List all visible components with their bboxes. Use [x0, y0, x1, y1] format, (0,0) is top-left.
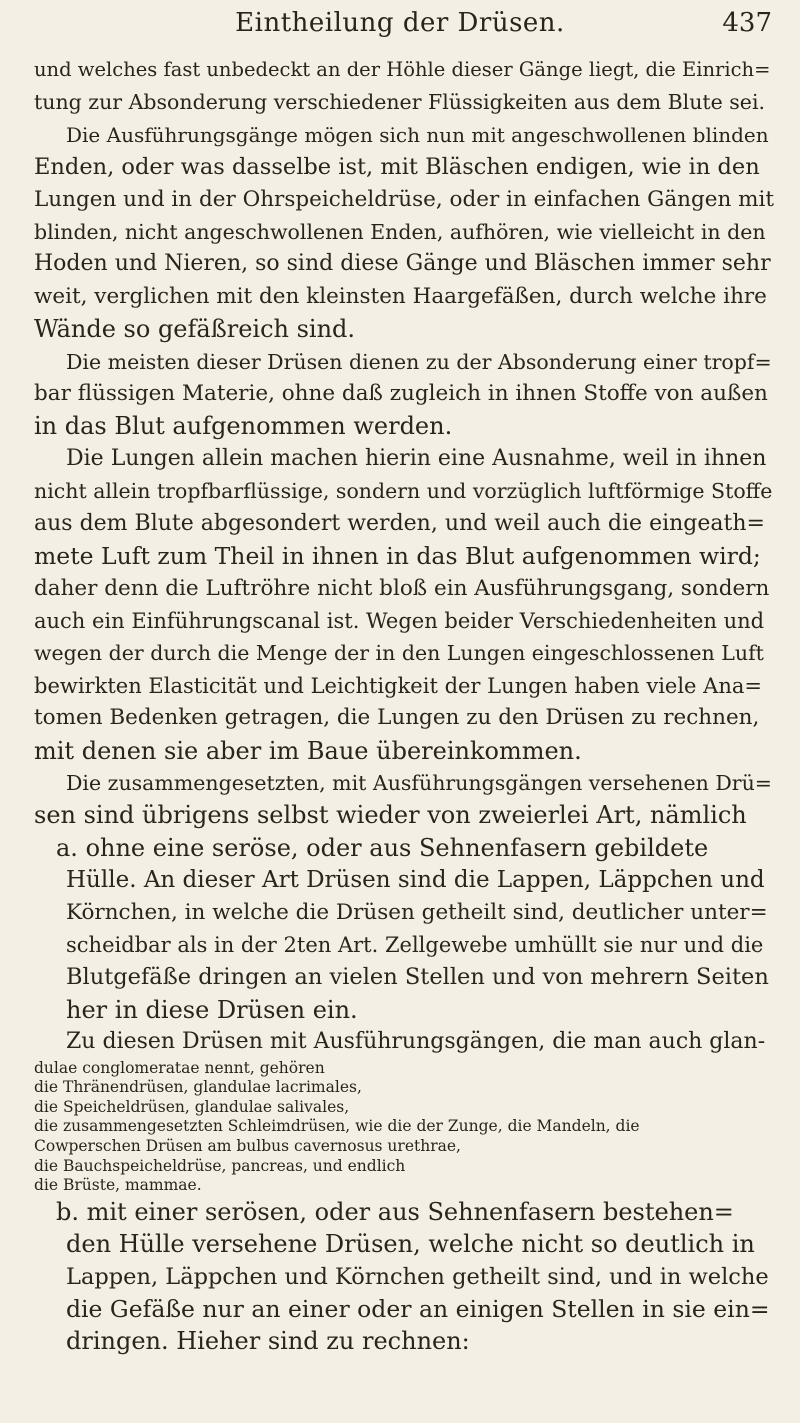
list-line: die Thränendrüsen, glandulae lacrimales, — [34, 1078, 362, 1097]
text-line: tung zur Absonderung verschiedener Flüssigkeiten aus dem Blute sei. — [34, 90, 766, 115]
text-line: nicht allein tropfbarflüssige, sondern und vorzüglich luftförmige Stoffe — [34, 479, 773, 504]
text-line: Lappen, Läppchen und Körnchen getheilt sind, und in welche — [66, 1263, 769, 1290]
text-line: Blutgefäße dringen an vielen Stellen und von mehrern Seiten — [66, 964, 769, 991]
text-line: weit, verglichen mit den kleinsten Haargefäßen, durch welche ihre — [34, 283, 767, 309]
text-line: mit denen sie aber im Baue übereinkommen. — [34, 736, 582, 765]
text-line: tomen Bedenken getragen, die Lungen zu den Drüsen zu rechnen, — [34, 705, 760, 731]
list-line: die Brüste, mammae. — [34, 1176, 202, 1195]
page-header — [0, 0, 800, 50]
text-line: b. mit einer serösen, oder aus Sehnenfasern bestehen= — [56, 1197, 734, 1226]
text-line: a. ohne eine seröse, oder aus Sehnenfasern gebildete — [56, 833, 709, 862]
text-line: Körnchen, in welche die Drüsen getheilt sind, deutlicher unter= — [66, 899, 768, 925]
text-line: bar flüssigen Materie, ohne daß zugleich in ihnen Stoffe von außen — [34, 381, 768, 407]
text-line: scheidbar als in der 2ten Art. Zellgewebe umhüllt sie nur und die — [66, 932, 764, 957]
text-line: den Hülle versehene Drüsen, welche nicht so deutlich in — [66, 1230, 755, 1259]
text-line: Wände so gefäßreich sind. — [34, 315, 356, 344]
text-line: bewirkten Elasticität und Leichtigkeit der Lungen haben viele Ana= — [34, 673, 762, 698]
text-line: sen sind übrigens selbst wieder von zweierlei Art, nämlich — [34, 801, 747, 830]
list-line: die Speicheldrüsen, glandulae salivales, — [34, 1097, 350, 1116]
list-line: die Bauchspeicheldrüse, pancreas, und endlich — [34, 1156, 406, 1175]
text-line: her in diese Drüsen ein. — [66, 995, 358, 1024]
list-line: dulae conglomeratae nennt, gehören — [34, 1058, 325, 1077]
text-line: wegen der durch die Menge der in den Lungen eingeschlossenen Luft — [34, 641, 764, 666]
text-line: die Gefäße nur an einer oder an einigen Stellen in sie ein= — [66, 1294, 770, 1323]
text-line: aus dem Blute abgesondert werden, und weil auch die eingeath= — [34, 510, 765, 536]
text-line: in das Blut aufgenommen werden. — [34, 412, 453, 441]
text-line: Enden, oder was dasselbe ist, mit Bläschen endigen, wie in den — [34, 154, 760, 181]
text-line: und welches fast unbedeckt an der Höhle dieser Gänge liegt, die Einrich= — [34, 58, 771, 81]
text-line: Die Ausführungsgänge mögen sich nun mit angeschwollenen blinden — [66, 122, 769, 147]
page-number: 437 — [722, 8, 772, 38]
text-line: Lungen und in der Ohrspeicheldrüse, oder in einfachen Gängen mit — [34, 186, 774, 212]
text-line: Die meisten dieser Drüsen dienen zu der Absonderung einer tropf= — [66, 349, 772, 374]
text-line: mete Luft zum Theil in ihnen in das Blut aufgenommen wird; — [34, 542, 761, 571]
text-line: Zu diesen Drüsen mit Ausführungsgängen, die man auch glan- — [66, 1029, 766, 1055]
text-line: Hülle. An dieser Art Drüsen sind die Lappen, Läppchen und — [66, 867, 765, 894]
list-line: Cowperschen Drüsen am bulbus cavernosus urethrae, — [34, 1136, 461, 1155]
text-line: daher denn die Luftröhre nicht bloß ein Ausführungsgang, sondern — [34, 575, 770, 601]
text-line: Die Lungen allein machen hierin eine Ausnahme, weil in ihnen — [66, 445, 767, 471]
text-line: dringen. Hieher sind zu rechnen: — [66, 1327, 470, 1356]
page-body — [34, 54, 774, 1358]
text-line: Hoden und Nieren, so sind diese Gänge und Bläschen immer sehr — [34, 251, 771, 277]
list-line: die zusammengesetzten Schleimdrüsen, wie die der Zunge, die Mandeln, die — [34, 1117, 640, 1136]
text-line: Die zusammengesetzten, mit Ausführungsgängen versehenen Drü= — [66, 770, 772, 795]
text-line: auch ein Einführungscanal ist. Wegen beider Verschiedenheiten und — [34, 608, 765, 633]
text-line: blinden, nicht angeschwollenen Enden, aufhören, wie vielleicht in den — [34, 220, 766, 245]
running-title: Eintheilung der Drüsen. — [235, 8, 565, 38]
